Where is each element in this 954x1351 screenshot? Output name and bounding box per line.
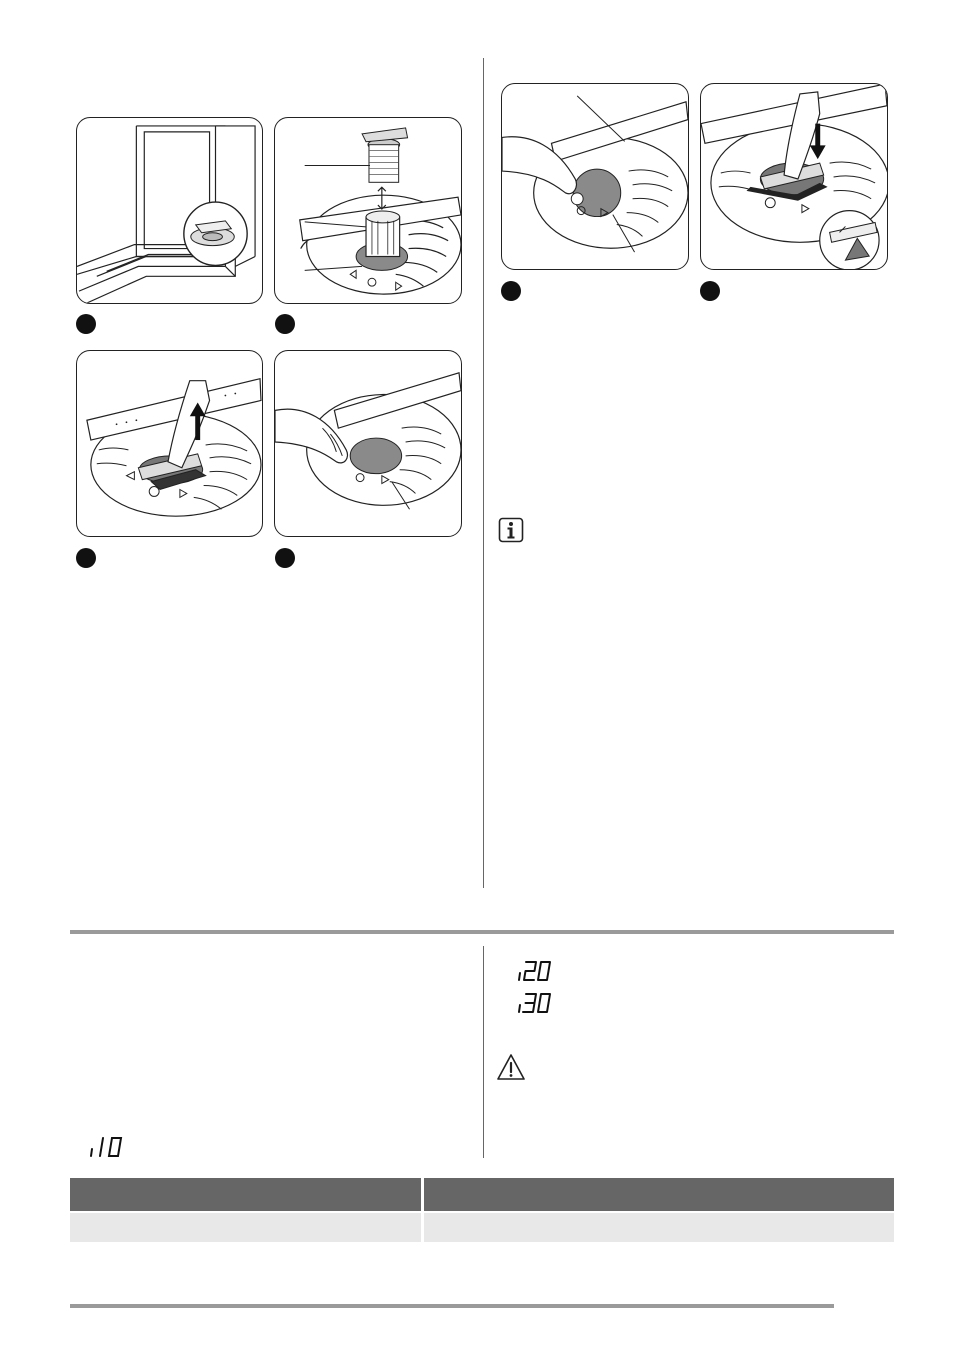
step-marker-6 [700, 281, 720, 301]
illustration-step-5 [501, 83, 689, 270]
info-table [70, 1178, 894, 1242]
display-code-i10 [88, 1134, 128, 1160]
section-rule [70, 930, 894, 934]
illustration-step-6 [700, 83, 888, 270]
illustration-step-1 [76, 117, 263, 304]
step-marker-4 [275, 548, 295, 568]
illustration-step-3 [76, 350, 263, 537]
table-header-cell [423, 1178, 895, 1212]
display-code-i20 [516, 958, 556, 984]
illustration-step-4 [274, 350, 462, 537]
warning-icon [496, 1053, 526, 1081]
step-marker-5 [501, 281, 521, 301]
step-marker-3 [76, 548, 96, 568]
column-divider-bottom [483, 946, 484, 1158]
step-marker-2 [275, 314, 295, 334]
column-divider-top [483, 58, 484, 888]
table-cell [423, 1212, 895, 1242]
display-code-i30 [516, 990, 556, 1016]
footer-rule [70, 1304, 834, 1308]
step-marker-1 [76, 314, 96, 334]
illustration-step-2 [274, 117, 462, 304]
info-icon [498, 517, 524, 543]
table-header-row [70, 1178, 894, 1212]
table-row [70, 1212, 894, 1242]
table-cell [70, 1212, 423, 1242]
table-header-cell [70, 1178, 423, 1212]
